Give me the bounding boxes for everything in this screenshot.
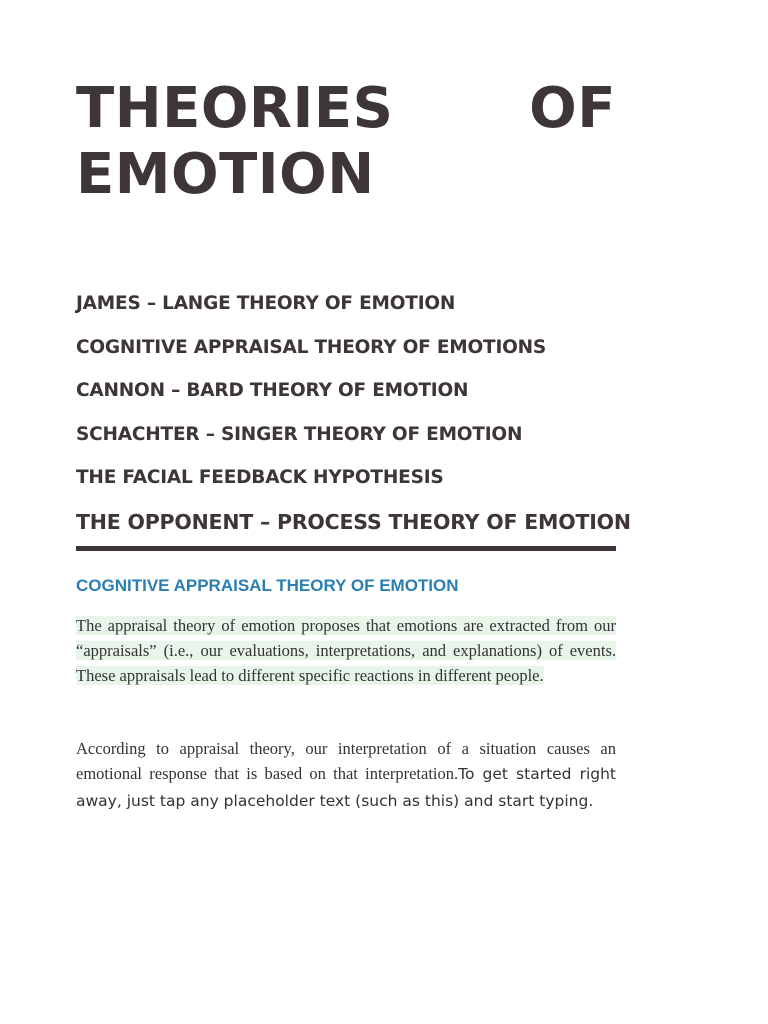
title-word-of: OF xyxy=(529,76,616,141)
title-line-2: EMOTION xyxy=(76,142,375,207)
document-title xyxy=(76,76,616,208)
paragraph-appraisal-interpretation[interactable] xyxy=(76,736,616,815)
toc-item-opponent-process[interactable]: THE OPPONENT – PROCESS THEORY OF EMOTION xyxy=(76,509,631,534)
paragraph-serif-text: According to appraisal theory, our interpretation of a situation causes an emotional response that is based on that interpretation. xyxy=(76,739,616,783)
section-heading: COGNITIVE APPRAISAL THEORY OF EMOTION xyxy=(76,576,459,595)
highlighted-text: The appraisal theory of emotion proposes that emotions are extracted from our “appraisals” (i.e., our evaluations, interpretations, and explanations) of events. These appraisals lead to different specific reactions in different people. xyxy=(76,616,616,685)
toc-item-facial-feedback[interactable]: THE FACIAL FEEDBACK HYPOTHESIS xyxy=(76,467,444,488)
paragraph-appraisal-intro[interactable] xyxy=(76,613,616,688)
title-line-1 xyxy=(76,76,616,142)
toc-item-schachter-singer[interactable]: SCHACHTER – SINGER THEORY OF EMOTION xyxy=(76,423,523,445)
toc-item-cannon-bard[interactable]: CANNON – BARD THEORY OF EMOTION xyxy=(76,380,469,401)
toc-item-james-lange[interactable]: JAMES – LANGE THEORY OF EMOTION xyxy=(76,293,456,314)
table-of-contents xyxy=(76,286,636,547)
toc-item-cognitive-appraisal[interactable]: COGNITIVE APPRAISAL THEORY OF EMOTIONS xyxy=(76,336,547,358)
section-divider xyxy=(76,546,616,551)
title-word-theories: THEORIES xyxy=(76,76,394,141)
placeholder-text[interactable]: To get started right away, just tap any placeholder text (such as this) and start typing. xyxy=(76,765,617,810)
